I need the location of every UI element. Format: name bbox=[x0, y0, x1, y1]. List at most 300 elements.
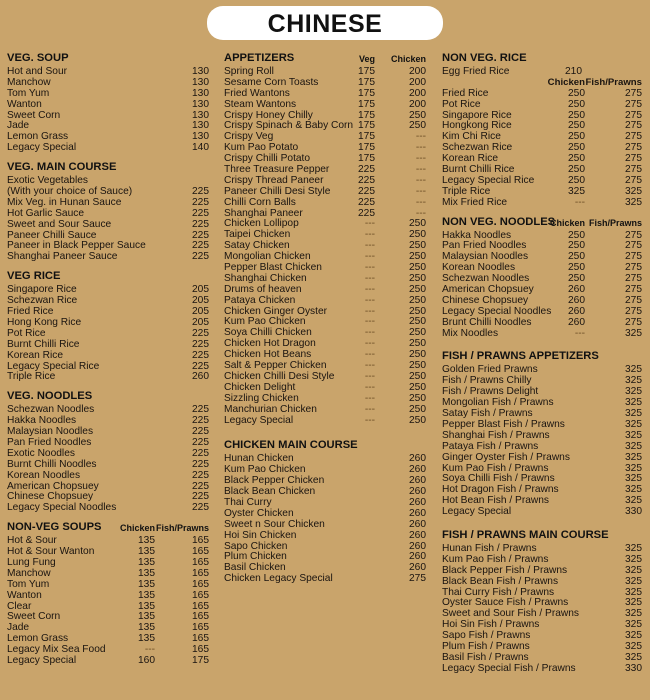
item-price-first: 260 bbox=[568, 284, 585, 296]
item-price-second: 250 bbox=[409, 120, 426, 132]
item-price-second: 165 bbox=[192, 644, 209, 656]
menu-item bbox=[442, 664, 644, 675]
item-price-second: 250 bbox=[409, 262, 426, 274]
item-price: 260 bbox=[409, 453, 426, 465]
menu-item bbox=[224, 405, 428, 416]
item-price: 225 bbox=[192, 469, 209, 481]
item-name: Shanghai Paneer Sauce bbox=[7, 251, 118, 263]
item-price-first: --- bbox=[364, 360, 375, 372]
item-price-second: 250 bbox=[409, 283, 426, 295]
section-header bbox=[7, 390, 210, 403]
item-price: 210 bbox=[565, 66, 582, 77]
item-price: 225 bbox=[192, 436, 209, 448]
item-name: Korean Noodles bbox=[442, 262, 516, 274]
item-name: Soya Chilli Chicken bbox=[224, 327, 312, 339]
section-header bbox=[442, 216, 644, 229]
item-price-second: 275 bbox=[625, 109, 642, 121]
item-price: 225 bbox=[192, 229, 209, 241]
item-name: Hong Kong Rice bbox=[7, 316, 82, 328]
item-price-first: 250 bbox=[568, 262, 585, 274]
item-name: Fried Rice bbox=[442, 87, 489, 99]
menu-item bbox=[7, 471, 210, 482]
item-name: Singapore Rice bbox=[7, 284, 77, 296]
item-name: Legacy Mix Sea Food bbox=[7, 644, 106, 656]
item-price: 225 bbox=[192, 404, 209, 416]
item-name: Pataya Fish / Prawns bbox=[442, 440, 539, 452]
item-name: Wanton bbox=[7, 589, 42, 601]
section-heading: FISH / PRAWNS MAIN COURSE bbox=[442, 528, 609, 541]
item-price-first: --- bbox=[364, 218, 375, 230]
item-price: 325 bbox=[625, 397, 642, 409]
item-price-second: --- bbox=[415, 174, 426, 186]
item-price-first: 225 bbox=[358, 185, 375, 197]
item-price: 260 bbox=[409, 562, 426, 574]
item-price-second: 275 bbox=[625, 153, 642, 165]
item-name: Wanton bbox=[7, 98, 42, 110]
item-name: Malaysian Noodles bbox=[7, 426, 94, 438]
section-heading: VEG. SOUP bbox=[7, 52, 69, 64]
item-price: 325 bbox=[625, 375, 642, 387]
item-price-first: 225 bbox=[358, 196, 375, 208]
menu-section bbox=[442, 350, 644, 517]
item-name: Plum Fish / Prawns bbox=[442, 640, 530, 652]
menu-section bbox=[442, 529, 644, 675]
item-price-first: 250 bbox=[568, 273, 585, 285]
item-name: Singapore Rice bbox=[442, 109, 512, 121]
item-price-first: --- bbox=[364, 414, 375, 426]
item-price-first: --- bbox=[364, 381, 375, 393]
item-price-first: 175 bbox=[358, 76, 375, 88]
item-price: 330 bbox=[625, 506, 642, 518]
item-price: 225 bbox=[192, 458, 209, 470]
item-name: Shanghai Fish / Prawns bbox=[442, 429, 550, 441]
item-price: 225 bbox=[192, 491, 209, 503]
item-price: 260 bbox=[409, 540, 426, 552]
item-price-second: 325 bbox=[625, 196, 642, 208]
item-price-second: 165 bbox=[192, 600, 209, 612]
item-price-first: --- bbox=[364, 229, 375, 241]
item-name: Exotic Noodles bbox=[7, 447, 75, 459]
item-price: 325 bbox=[625, 386, 642, 398]
item-price-first: 135 bbox=[138, 578, 155, 590]
item-name: Salt & Pepper Chicken bbox=[224, 360, 327, 372]
item-name: Schezwan Noodles bbox=[7, 404, 95, 416]
item-price: 130 bbox=[192, 98, 209, 110]
item-name: Kum Pao Chicken bbox=[224, 316, 306, 328]
item-name: Steam Wantons bbox=[224, 98, 297, 110]
item-price: 325 bbox=[625, 640, 642, 652]
item-price: 325 bbox=[625, 451, 642, 463]
menu-item bbox=[442, 566, 644, 577]
item-price-first: 225 bbox=[358, 174, 375, 186]
item-price-second: 250 bbox=[409, 109, 426, 121]
item-name: Hongkong Rice bbox=[442, 120, 512, 132]
item-price-second: 165 bbox=[192, 589, 209, 601]
section-header bbox=[7, 52, 210, 65]
item-name: Chicken Ginger Oyster bbox=[224, 305, 328, 317]
item-name: Schezwan Noodles bbox=[442, 273, 530, 285]
item-name: Taipei Chicken bbox=[224, 229, 291, 241]
item-price-first: --- bbox=[364, 283, 375, 295]
item-price: 260 bbox=[409, 507, 426, 519]
item-name: Hunan Chicken bbox=[224, 453, 294, 465]
item-price-second: 200 bbox=[409, 76, 426, 88]
item-price-first: --- bbox=[364, 403, 375, 415]
item-price: 325 bbox=[625, 429, 642, 441]
item-price: 130 bbox=[192, 131, 209, 143]
item-price-second: 250 bbox=[409, 414, 426, 426]
item-price-second: --- bbox=[415, 131, 426, 143]
item-name: Fish / Prawns Chilly bbox=[442, 375, 532, 387]
item-price: 130 bbox=[192, 76, 209, 88]
item-price-first: 175 bbox=[358, 142, 375, 154]
item-price-second: 250 bbox=[409, 229, 426, 241]
item-name: Burnt Chilli Rice bbox=[442, 164, 515, 176]
item-price-first: 325 bbox=[568, 185, 585, 197]
item-price-second: 200 bbox=[409, 98, 426, 110]
item-name: Paneer in Black Pepper Sauce bbox=[7, 240, 146, 252]
menu-item bbox=[7, 176, 210, 198]
item-name: Pot Rice bbox=[442, 98, 481, 110]
item-price: 325 bbox=[625, 418, 642, 430]
item-name: Korean Noodles bbox=[7, 469, 81, 481]
item-name: Oyster Sauce Fish / Prawns bbox=[442, 597, 569, 609]
item-name: Black Pepper Chicken bbox=[224, 475, 325, 487]
item-name: Kum Pao Chicken bbox=[224, 464, 306, 476]
item-name: Pan Fried Noodles bbox=[442, 240, 527, 252]
item-name: Legacy Special Fish / Prawns bbox=[442, 662, 576, 674]
item-name: Kum Pao Fish / Prawns bbox=[442, 462, 549, 474]
menu-section bbox=[7, 161, 210, 263]
item-price: 260 bbox=[409, 486, 426, 498]
item-name: Mix Veg. in Hunan Sauce bbox=[7, 196, 122, 208]
item-name: Crispy Spinach & Baby Corn bbox=[224, 120, 354, 132]
item-price-first: --- bbox=[364, 327, 375, 339]
section-heading: VEG. NOODLES bbox=[7, 390, 93, 403]
item-price: 140 bbox=[192, 142, 209, 154]
section-heading: VEG RICE bbox=[7, 270, 61, 283]
item-price: 325 bbox=[625, 473, 642, 485]
menu-item bbox=[224, 520, 428, 531]
item-name: Chicken Hot Dragon bbox=[224, 338, 316, 350]
item-price-first: 250 bbox=[568, 240, 585, 252]
menu-section bbox=[224, 52, 428, 426]
menu-title: CHINESE bbox=[267, 10, 383, 38]
item-price-second: 250 bbox=[409, 316, 426, 328]
item-price-first: 250 bbox=[568, 153, 585, 165]
item-price-second: 275 bbox=[625, 284, 642, 296]
menu-item bbox=[7, 143, 210, 154]
item-price-second: 275 bbox=[625, 131, 642, 143]
menu-item bbox=[442, 100, 644, 111]
menu-section bbox=[7, 390, 210, 514]
menu-item bbox=[7, 111, 210, 122]
item-price: 225 bbox=[192, 360, 209, 372]
item-price-second: 250 bbox=[409, 403, 426, 415]
item-price-first: 250 bbox=[568, 98, 585, 110]
item-name: Tom Yum bbox=[7, 578, 50, 590]
item-name: Pan Fried Noodles bbox=[7, 436, 92, 448]
item-name: Sapo Chicken bbox=[224, 540, 288, 552]
item-price-second: --- bbox=[415, 207, 426, 219]
item-name: Hot Garlic Sauce bbox=[7, 207, 85, 219]
item-name: Hot and Sour bbox=[7, 66, 68, 77]
item-price: 225 bbox=[192, 327, 209, 339]
item-price: 225 bbox=[192, 196, 209, 208]
item-price: 260 bbox=[409, 464, 426, 476]
section-header bbox=[442, 52, 644, 65]
item-name: Brunt Chilli Noodles bbox=[442, 316, 532, 328]
item-price-first: --- bbox=[364, 262, 375, 274]
item-price-second: 165 bbox=[192, 578, 209, 590]
menu-item bbox=[7, 591, 210, 602]
item-price-second: 250 bbox=[409, 251, 426, 263]
item-price-second: --- bbox=[415, 153, 426, 165]
item-price: 325 bbox=[625, 630, 642, 642]
item-price: 260 bbox=[409, 518, 426, 530]
item-price-first: --- bbox=[364, 240, 375, 252]
item-name: Three Treasure Pepper bbox=[224, 164, 330, 176]
menu-item bbox=[224, 198, 428, 209]
item-price: 325 bbox=[625, 619, 642, 631]
item-price: 205 bbox=[192, 316, 209, 328]
item-name: Jade bbox=[7, 622, 30, 634]
item-price: 225 bbox=[192, 349, 209, 361]
item-price-second: 250 bbox=[409, 327, 426, 339]
menu-item bbox=[442, 442, 644, 453]
item-price-second: 250 bbox=[409, 392, 426, 404]
item-price-first: 260 bbox=[568, 316, 585, 328]
item-price: 260 bbox=[409, 551, 426, 563]
menu-item bbox=[7, 580, 210, 591]
item-name: Fried Rice bbox=[7, 306, 54, 318]
item-name: Korean Rice bbox=[442, 153, 499, 165]
section-heading: APPETIZERS bbox=[224, 52, 295, 64]
menu-section bbox=[442, 78, 644, 209]
menu-item bbox=[7, 252, 210, 263]
item-price-first: --- bbox=[364, 349, 375, 361]
item-name: Sweet Corn bbox=[7, 109, 61, 121]
item-price-first: --- bbox=[574, 196, 585, 208]
item-price-first: 175 bbox=[358, 109, 375, 121]
item-price-second: 325 bbox=[625, 185, 642, 197]
item-price-second: 250 bbox=[409, 349, 426, 361]
item-price-first: 135 bbox=[138, 535, 155, 547]
menu-section bbox=[7, 52, 210, 154]
menu-item bbox=[224, 100, 428, 111]
section-header bbox=[7, 161, 210, 174]
item-name: Egg Fried Rice bbox=[442, 66, 510, 77]
item-price-second: 275 bbox=[625, 229, 642, 241]
item-price: 325 bbox=[625, 440, 642, 452]
item-price-second: 250 bbox=[409, 381, 426, 393]
menu-section bbox=[7, 270, 210, 383]
column-label: Fish/Prawns bbox=[588, 217, 642, 228]
item-name: American Chopsuey bbox=[442, 284, 534, 296]
item-name: Mongolian Fish / Prawns bbox=[442, 397, 554, 409]
item-price-first: --- bbox=[364, 305, 375, 317]
menu-item bbox=[224, 574, 428, 585]
item-price-second: 275 bbox=[625, 262, 642, 274]
item-name: Pepper Blast Chicken bbox=[224, 262, 322, 274]
menu-item bbox=[7, 612, 210, 623]
item-name: Kum Pao Potato bbox=[224, 142, 299, 154]
menu-item bbox=[7, 656, 210, 667]
item-price: 205 bbox=[192, 306, 209, 318]
item-name: Schezwan Rice bbox=[7, 295, 78, 307]
item-name: Hot Bean Fish / Prawns bbox=[442, 495, 550, 507]
item-name: Black Bean Fish / Prawns bbox=[442, 575, 559, 587]
item-price: 225 bbox=[192, 218, 209, 230]
section-heading: NON VEG. RICE bbox=[442, 52, 527, 64]
item-name: Black Bean Chicken bbox=[224, 486, 316, 498]
item-price: 225 bbox=[192, 447, 209, 459]
item-price: 325 bbox=[625, 586, 642, 598]
item-name: Hot & Sour Wanton bbox=[7, 546, 95, 558]
item-price-first: 135 bbox=[138, 556, 155, 568]
item-name: Chicken Chilli Desi Style bbox=[224, 370, 335, 382]
menu-item bbox=[442, 198, 644, 209]
item-price-second: 275 bbox=[625, 251, 642, 263]
item-price: 325 bbox=[625, 608, 642, 620]
item-price-first: 135 bbox=[138, 600, 155, 612]
item-price-second: 250 bbox=[409, 360, 426, 372]
item-price-first: --- bbox=[144, 644, 155, 656]
item-price-first: --- bbox=[364, 316, 375, 328]
menu-item bbox=[7, 503, 210, 514]
item-name: Legacy Special Noodles bbox=[7, 502, 117, 514]
section-heading: NON-VEG SOUPS bbox=[7, 521, 102, 534]
item-price-second: 275 bbox=[625, 240, 642, 252]
item-price-first: 250 bbox=[568, 142, 585, 154]
item-price-second: 175 bbox=[192, 654, 209, 666]
menu-item bbox=[7, 100, 210, 111]
section-header bbox=[7, 521, 210, 534]
item-price-second: --- bbox=[415, 185, 426, 197]
item-name: Ginger Oyster Fish / Prawns bbox=[442, 451, 570, 463]
item-price-second: 275 bbox=[625, 87, 642, 99]
menu-item bbox=[224, 531, 428, 542]
item-price: 205 bbox=[192, 295, 209, 307]
item-name: Satay Fish / Prawns bbox=[442, 408, 533, 420]
item-price-first: 250 bbox=[568, 251, 585, 263]
item-price-first: --- bbox=[364, 272, 375, 284]
item-price: 225 bbox=[192, 415, 209, 427]
section-header bbox=[442, 350, 644, 363]
item-price-first: 250 bbox=[568, 120, 585, 132]
item-price-first: 250 bbox=[568, 174, 585, 186]
item-price-first: 250 bbox=[568, 87, 585, 99]
item-price-second: 200 bbox=[409, 87, 426, 99]
item-price: 325 bbox=[625, 542, 642, 554]
item-price: 325 bbox=[625, 575, 642, 587]
item-name: Mongolian Chicken bbox=[224, 251, 311, 263]
menu-item bbox=[224, 296, 428, 307]
item-name: Sizzling Chicken bbox=[224, 392, 299, 404]
item-price-first: 175 bbox=[358, 66, 375, 77]
item-price-first: 225 bbox=[358, 207, 375, 219]
section-header bbox=[7, 270, 210, 283]
item-name: Paneer Chilli Desi Style bbox=[224, 185, 331, 197]
item-price-first: 135 bbox=[138, 633, 155, 645]
item-name: Hot Dragon Fish / Prawns bbox=[442, 484, 559, 496]
item-name: Chinese Chopsuey bbox=[442, 294, 529, 306]
item-name: Hakka Noodles bbox=[7, 415, 77, 427]
item-price: 260 bbox=[409, 496, 426, 508]
item-price-first: --- bbox=[574, 327, 585, 339]
item-name: Crispy Chilli Potato bbox=[224, 153, 311, 165]
item-price-second: 275 bbox=[625, 120, 642, 132]
column-label: Fish/Prawns bbox=[585, 76, 642, 88]
item-price-second: 165 bbox=[192, 556, 209, 568]
menu-item bbox=[442, 453, 644, 464]
item-name: Sweet and Sour Fish / Prawns bbox=[442, 608, 580, 620]
item-price: 325 bbox=[625, 364, 642, 376]
item-name: Hunan Fish / Prawns bbox=[442, 542, 537, 554]
item-price: 225 bbox=[192, 186, 209, 198]
item-price: 325 bbox=[625, 495, 642, 507]
column-label: Chicken bbox=[547, 76, 585, 88]
item-name: Legacy Special Rice bbox=[7, 360, 100, 372]
item-price-second: 275 bbox=[625, 174, 642, 186]
menu-section bbox=[442, 52, 644, 78]
item-name: Legacy Special Noodles bbox=[442, 305, 552, 317]
item-price-first: 250 bbox=[568, 131, 585, 143]
column-label: Chicken bbox=[119, 523, 155, 534]
item-price: 325 bbox=[625, 484, 642, 496]
item-price-first: 250 bbox=[568, 164, 585, 176]
section-header bbox=[224, 52, 428, 65]
item-price: 325 bbox=[625, 564, 642, 576]
item-name: Thai Curry Fish / Prawns bbox=[442, 586, 555, 598]
item-name: Crispy Veg bbox=[224, 131, 274, 143]
section-heading: FISH / PRAWNS APPETIZERS bbox=[442, 350, 599, 363]
item-price: 260 bbox=[192, 371, 209, 383]
item-name: Manchow bbox=[7, 76, 51, 88]
item-price: 325 bbox=[625, 462, 642, 474]
item-price: 325 bbox=[625, 597, 642, 609]
item-price-first: 175 bbox=[358, 87, 375, 99]
item-price-second: 275 bbox=[625, 164, 642, 176]
item-price: 330 bbox=[625, 662, 642, 674]
menu-section bbox=[7, 521, 210, 667]
item-name: Basil Fish / Prawns bbox=[442, 651, 529, 663]
item-name: Burnt Chilli Rice bbox=[7, 338, 80, 350]
menu-item bbox=[7, 351, 210, 362]
item-name: Satay Chicken bbox=[224, 240, 290, 252]
item-price-second: 275 bbox=[625, 98, 642, 110]
item-name: Chicken Hot Beans bbox=[224, 349, 312, 361]
item-price-second: 250 bbox=[409, 218, 426, 230]
item-price-first: 260 bbox=[568, 294, 585, 306]
item-price-first: --- bbox=[364, 370, 375, 382]
item-price: 225 bbox=[192, 240, 209, 252]
item-name: Manchurian Chicken bbox=[224, 403, 317, 415]
item-name: Legacy Special bbox=[442, 506, 512, 518]
item-name: Sapo Fish / Prawns bbox=[442, 630, 531, 642]
menu-section bbox=[224, 439, 428, 585]
menu-item bbox=[442, 577, 644, 588]
item-price-first: --- bbox=[364, 251, 375, 263]
item-name: Soya Chilli Fish / Prawns bbox=[442, 473, 555, 485]
item-name: Jade bbox=[7, 120, 30, 132]
item-name: Black Pepper Fish / Prawns bbox=[442, 564, 568, 576]
item-name: Pataya Chicken bbox=[224, 294, 296, 306]
section-heading: CHICKEN MAIN COURSE bbox=[224, 439, 358, 452]
item-name: Pepper Blast Fish / Prawns bbox=[442, 418, 565, 430]
menu-item bbox=[224, 416, 428, 427]
menu-item bbox=[7, 340, 210, 351]
